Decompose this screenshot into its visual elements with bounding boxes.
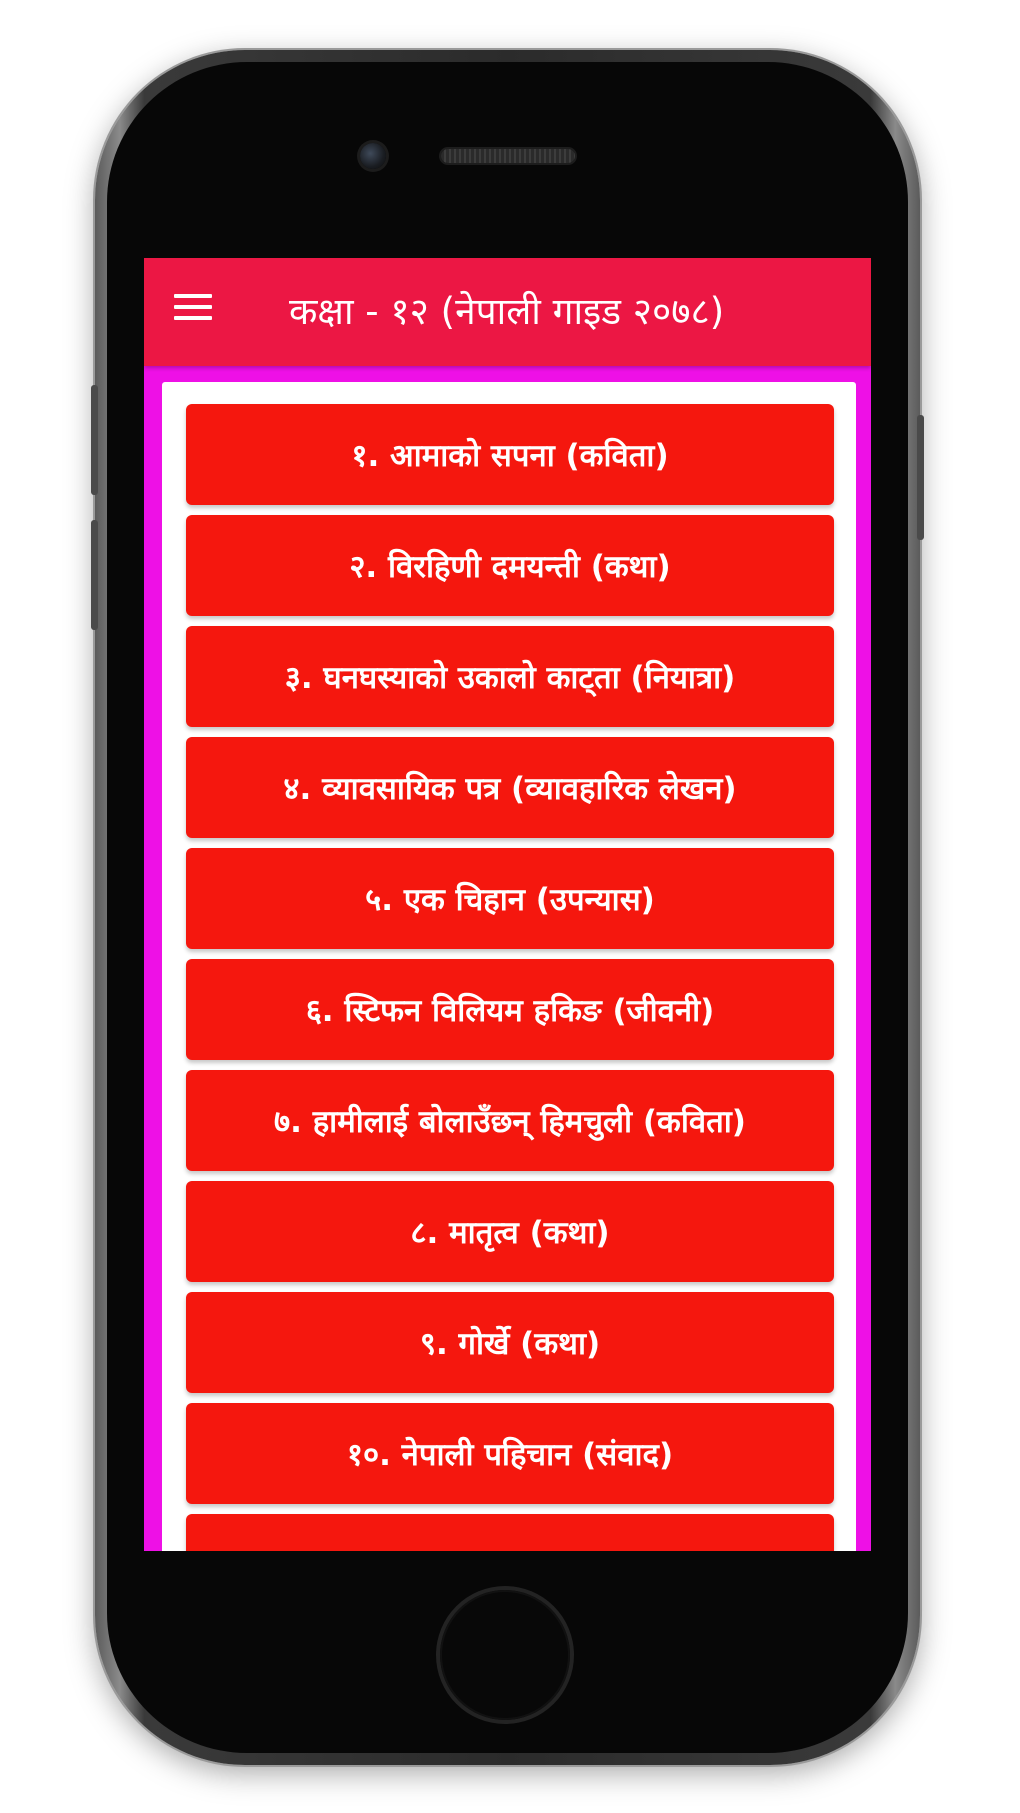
chapter-button[interactable]: १०. नेपाली पहिचान (संवाद) <box>186 1403 834 1504</box>
hamburger-menu-icon[interactable] <box>174 290 214 330</box>
earpiece-speaker <box>441 149 575 163</box>
chapter-button[interactable]: ९. गोर्खे (कथा) <box>186 1292 834 1393</box>
chapter-button[interactable]: ४. व्यावसायिक पत्र (व्यावहारिक लेखन) <box>186 737 834 838</box>
chapter-button[interactable]: ५. एक चिहान (उपन्यास) <box>186 848 834 949</box>
chapter-button[interactable]: १. आमाको सपना (कविता) <box>186 404 834 505</box>
chapter-button[interactable]: ६. स्टिफन विलियम हकिङ (जीवनी) <box>186 959 834 1060</box>
chapter-button[interactable]: ८. मातृत्व (कथा) <box>186 1181 834 1282</box>
phone-side-button <box>917 415 924 540</box>
chapter-button[interactable]: ३. घनघस्याको उकालो काट्ता (नियात्रा) <box>186 626 834 727</box>
app-screen <box>144 258 871 1551</box>
chapter-list <box>186 404 834 1551</box>
chapter-button[interactable]: ७. हामीलाई बोलाउँछन् हिमचुली (कविता) <box>186 1070 834 1171</box>
phone-volume-button <box>91 385 98 495</box>
front-camera-icon <box>360 143 386 169</box>
chapter-button-partial[interactable] <box>186 1514 834 1551</box>
chapter-list-card <box>162 382 856 1551</box>
phone-volume-button <box>91 520 98 630</box>
app-bar <box>144 258 871 366</box>
home-button[interactable] <box>440 1590 570 1720</box>
app-title: कक्षा - १२ (नेपाली गाइड २०७८) <box>289 290 725 333</box>
chapter-button[interactable]: २. विरहिणी दमयन्ती (कथा) <box>186 515 834 616</box>
